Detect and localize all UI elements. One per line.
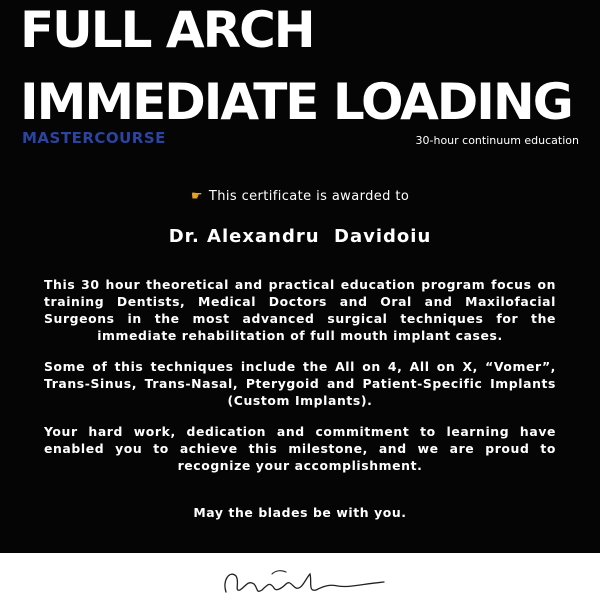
course-type-label: MASTERCOURSE [22, 129, 166, 147]
pointing-hand-icon: ☛ [190, 189, 203, 204]
awarded-text: This certificate is awarded to [208, 189, 410, 204]
title-line-2: IMMEDIATE LOADING [20, 73, 572, 131]
paragraph-recognition: Your hard work, dedication and commitment to learning have enabled you to achieve this milestone, and we are proud to recognize your accomplishment. [44, 424, 556, 473]
closing-line: May the blades be with you. [193, 505, 407, 520]
recipient-name: Dr. Alexandru Davidoiu [168, 226, 432, 247]
signature [212, 562, 392, 600]
awarded-line [0, 189, 600, 204]
paragraph-program: This 30 hour theoretical and practical education program focus on training Dentists, Medical Doctors and Oral and Maxilofacial Surgeons in the most advanced surgical techniques for the immediate rehabilitation of full mouth implant cases. [44, 277, 556, 343]
hours-label: 30-hour continuum education [415, 134, 579, 147]
paragraph-techniques: Some of this techniques include the All on 4, All on X, “Vomer”, Trans-Sinus, Trans-Nasal, Pterygoid and Patient-Specific Implants (Custom Implants). [44, 359, 556, 408]
title-line-1: FULL ARCH [20, 1, 314, 59]
